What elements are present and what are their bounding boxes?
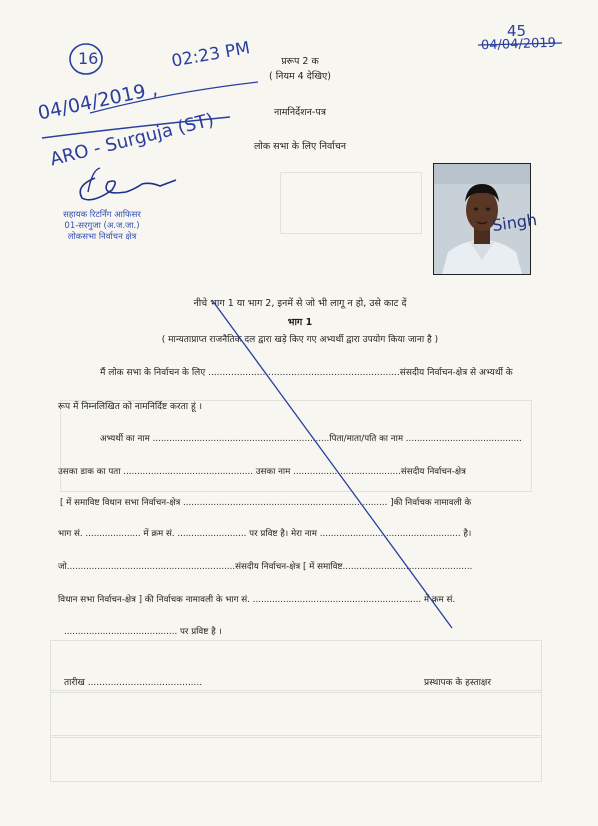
form-number: प्ररूप 2 क (281, 56, 319, 67)
form-line-8: विधान सभा निर्वाचन-क्षेत्र ] की निर्वाचक नामावली के भाग सं. ............................................................. में क्रम सं. (58, 595, 456, 605)
date-label: तारीख ........................................ (64, 678, 203, 688)
stamp-line-3: लोकसभा निर्वाचन क्षेत्र (67, 232, 137, 242)
form-subtitle: लोक सभा के लिए निर्वाचन (253, 141, 347, 152)
signature-label: प्रस्थापक के हस्ताक्षर (424, 678, 492, 688)
part-note: ( मान्यताप्राप्त राजनैतिक दल द्वारा खड़े किए गए अभ्यर्थी द्वारा उपयोग किया जाना है ) (161, 335, 439, 345)
stamp-line-1: सहायक रिटर्निंग आफिसर (63, 210, 141, 220)
top-right-date: 04/04/2019 (480, 35, 557, 54)
form-line-7: जो.............................................................संसदीय निर्वाचन-क्षेत्र [ में समाविष्ट............................................... (58, 562, 473, 572)
form-title: नामनिर्देशन-पत्र (274, 107, 326, 118)
form-line-4: उसका डाक का पता ............................................... उसका नाम .......................................संसदीय निर्वाचन-क्षेत्र (58, 467, 466, 477)
handwritten-office: ARO - Surguja (ST) (48, 109, 216, 171)
top-right-number: 45 (507, 22, 527, 40)
circled-serial-number: 16 (78, 49, 99, 68)
stamp-line-2: 01-सरगुजा (अ.ज.जा.) (64, 221, 140, 231)
instruction-text: नीचे भाग 1 या भाग 2, इनमें से जो भी लागू न हो, उसे काट दें (193, 298, 407, 309)
photo-signature: Singh (490, 209, 539, 236)
form-line-3: अभ्यर्थी का नाम ................................................................पिता/माता/पति का नाम .......................................... (100, 434, 522, 444)
form-line-1: मैं लोक सभा के निर्वाचन के लिए ...................................................................संसदीय निर्वाचन-क्षेत्र से अभ्यर्थी के (100, 368, 513, 378)
form-line-6: भाग सं. .................... में क्रम सं. ......................... पर प्रविष्ट है। मेरा नाम ................................................... है। (58, 529, 472, 539)
form-line-9: ......................................... पर प्रविष्ट है । (64, 627, 222, 637)
rule-reference: ( नियम 4 देखिए) (269, 71, 331, 82)
part-title: भाग 1 (287, 317, 313, 328)
handwritten-date: 04/04/2019 , (36, 77, 160, 125)
form-line-5: [ में समाविष्ट विधान सभा निर्वाचन-क्षेत्र .......................................................................... ]की निर्वाचक नामावली के (60, 498, 472, 508)
form-line-2: रूप में निम्नलिखित को नामनिर्दिष्ट करता हूं । (58, 402, 203, 412)
handwritten-time: 02:23 PM (170, 38, 252, 72)
